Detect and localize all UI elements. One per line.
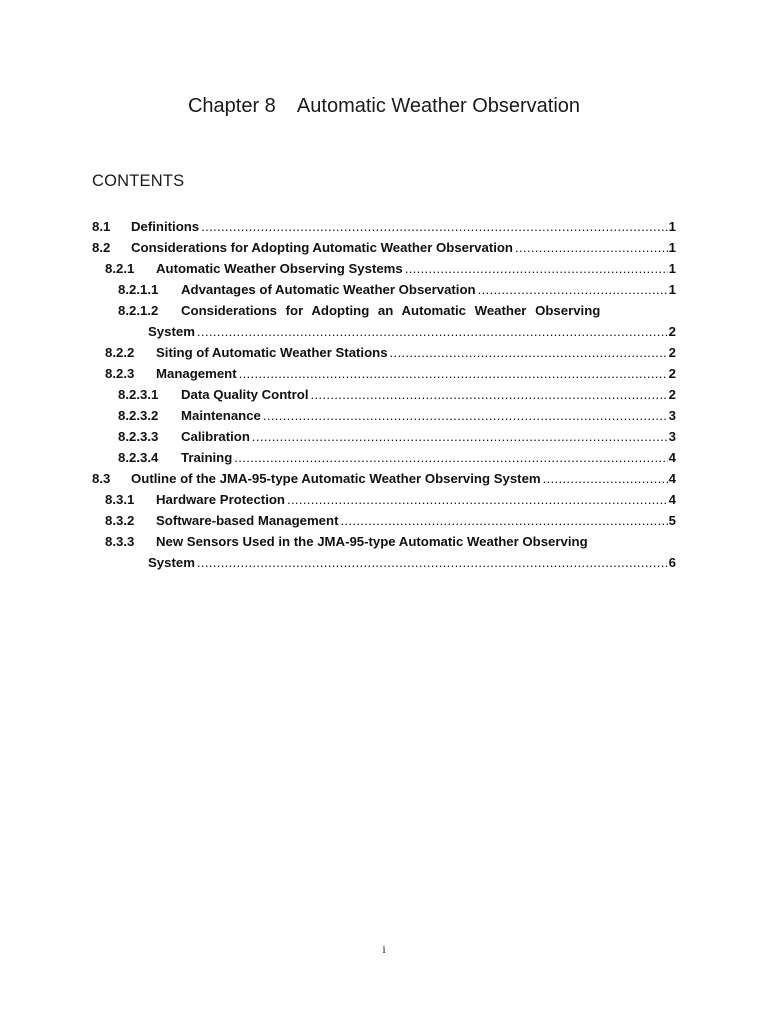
toc-page-number: 4 <box>668 471 676 486</box>
toc-page-number: 2 <box>668 324 676 339</box>
toc-entry-8-2-3[interactable] <box>92 363 676 384</box>
toc-page-number: 4 <box>668 492 676 507</box>
toc-title: Calibration <box>181 429 250 444</box>
toc-number: 8.2.3 <box>105 366 135 381</box>
toc-leader <box>263 405 668 426</box>
toc-page-number: 2 <box>668 345 676 360</box>
toc-title: Definitions <box>131 219 200 234</box>
toc-entry-8-2-1-2-continued[interactable] <box>92 321 676 342</box>
toc-title: Considerations for Adopting Automatic Weather Observation <box>131 240 513 255</box>
toc-page-number: 1 <box>668 219 676 234</box>
toc-entry-8-2-3-4[interactable] <box>92 447 676 468</box>
toc-leader <box>311 384 668 405</box>
toc-leader <box>239 363 668 384</box>
toc-number: 8.2.2 <box>105 345 135 360</box>
page-number-footer: i <box>382 942 386 956</box>
toc-entry-8-2-2[interactable] <box>92 342 676 363</box>
toc-page-number: 4 <box>668 450 676 465</box>
toc-title: Siting of Automatic Weather Stations <box>156 345 388 360</box>
toc-title-continuation: System <box>148 324 195 339</box>
toc-page-number: 1 <box>668 261 676 276</box>
toc-entry-8-3-2[interactable] <box>92 510 676 531</box>
table-of-contents <box>92 216 676 573</box>
toc-leader <box>478 279 668 300</box>
toc-number: 8.2.3.3 <box>118 429 159 444</box>
toc-entry-8-2-1-2[interactable] <box>92 300 676 321</box>
toc-leader <box>287 489 668 510</box>
toc-number: 8.2.3.1 <box>118 387 159 402</box>
toc-entry-8-3-3[interactable] <box>92 531 676 552</box>
toc-page-number: 1 <box>668 282 676 297</box>
toc-entry-8-3-1[interactable] <box>92 489 676 510</box>
toc-leader <box>543 468 668 489</box>
toc-title: Data Quality Control <box>181 387 309 402</box>
toc-page-number: 2 <box>668 387 676 402</box>
toc-number: 8.2.3.2 <box>118 408 159 423</box>
toc-leader <box>201 216 668 237</box>
chapter-title: Chapter 8 Automatic Weather Observation <box>187 95 581 117</box>
toc-leader <box>405 258 668 279</box>
toc-page-number: 5 <box>668 513 676 528</box>
toc-title: Training <box>181 450 233 465</box>
toc-title: Automatic Weather Observing Systems <box>156 261 403 276</box>
toc-title: Outline of the JMA-95-type Automatic Weather Observing System <box>131 471 541 486</box>
contents-heading: CONTENTS <box>92 172 185 190</box>
toc-entry-8-2-1[interactable] <box>92 258 676 279</box>
toc-leader <box>340 510 667 531</box>
toc-title: Software-based Management <box>156 513 339 528</box>
toc-number: 8.3 <box>92 471 111 486</box>
toc-leader <box>390 342 668 363</box>
toc-page-number: 6 <box>668 555 676 570</box>
toc-number: 8.2 <box>92 240 111 255</box>
toc-number: 8.3.3 <box>105 534 135 549</box>
toc-entry-8-2-3-1[interactable] <box>92 384 676 405</box>
toc-page-number: 1 <box>668 240 676 255</box>
toc-page-number: 3 <box>668 429 676 444</box>
toc-entry-8-3[interactable] <box>92 468 676 489</box>
toc-number: 8.2.1.2 <box>118 303 159 318</box>
toc-leader <box>515 237 668 258</box>
toc-number: 8.3.2 <box>105 513 135 528</box>
toc-entry-8-2[interactable] <box>92 237 676 258</box>
toc-number: 8.1 <box>92 219 111 234</box>
toc-title: Hardware Protection <box>156 492 285 507</box>
toc-entry-8-2-3-2[interactable] <box>92 405 676 426</box>
toc-page-number: 3 <box>668 408 676 423</box>
toc-leader <box>197 552 668 573</box>
toc-title: Management <box>156 366 237 381</box>
toc-title: Maintenance <box>181 408 261 423</box>
toc-entry-8-3-3-continued[interactable] <box>92 552 676 573</box>
toc-entry-8-2-1-1[interactable] <box>92 279 676 300</box>
toc-number: 8.2.1 <box>105 261 135 276</box>
toc-title: Advantages of Automatic Weather Observation <box>181 282 476 297</box>
toc-number: 8.3.1 <box>105 492 135 507</box>
toc-title: New Sensors Used in the JMA-95-type Automatic Weather Observing <box>156 534 588 549</box>
toc-title: Considerations for Adopting an Automatic Weather Observing <box>181 303 601 318</box>
toc-title-continuation: System <box>148 555 195 570</box>
toc-entry-8-2-3-3[interactable] <box>92 426 676 447</box>
toc-entry-8-1[interactable] <box>92 216 676 237</box>
toc-leader <box>197 321 668 342</box>
toc-number: 8.2.1.1 <box>118 282 159 297</box>
toc-page-number: 2 <box>668 366 676 381</box>
toc-leader <box>252 426 668 447</box>
toc-number: 8.2.3.4 <box>118 450 159 465</box>
toc-leader <box>234 447 667 468</box>
